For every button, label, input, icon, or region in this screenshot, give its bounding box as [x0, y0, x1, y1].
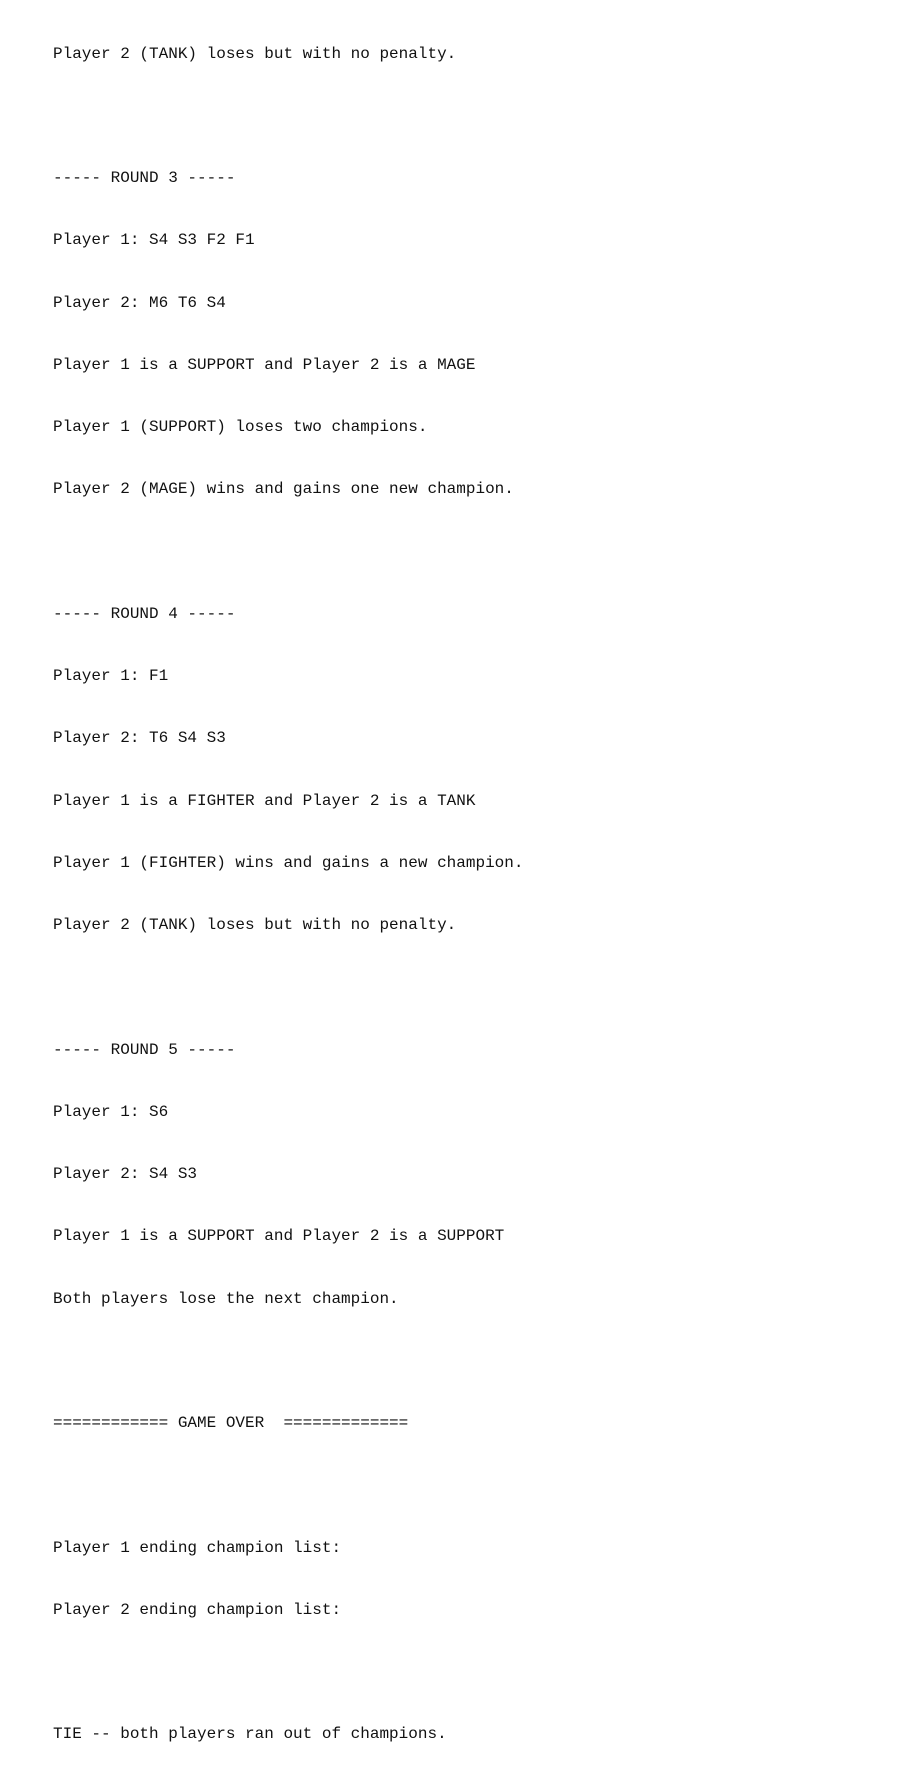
console-line: Player 1 (FIGHTER) wins and gains a new champion. — [53, 853, 524, 872]
round-header: ----- ROUND 3 ----- — [53, 169, 236, 187]
console-line: Player 1 is a FIGHTER and Player 2 is a TANK — [53, 791, 476, 810]
console-line: Player 2 (TANK) loses but with no penalty. — [53, 916, 457, 934]
console-line: Player 2: T6 S4 S3 — [53, 729, 226, 748]
console-line: Player 2 ending champion list: — [53, 1600, 342, 1619]
console-line: Player 2 (TANK) loses but with no penalty. — [53, 44, 457, 63]
console-line: Player 2: S4 S3 — [53, 1165, 198, 1183]
console-line: Player 1 (SUPPORT) loses two champions. — [53, 418, 428, 436]
result-line: TIE -- both players ran out of champions. — [53, 1725, 447, 1744]
round-header: ----- ROUND 4 ----- — [53, 604, 236, 623]
console-line: Player 1 ending champion list: — [53, 1538, 342, 1557]
console-line — [53, 106, 913, 127]
console-output — [53, 2, 913, 1766]
console-line: Player 1 is a SUPPORT and Player 2 is a MAGE — [53, 355, 476, 374]
console-line: Player 2 (MAGE) wins and gains one new champion. — [53, 480, 514, 499]
console-line — [53, 1351, 913, 1372]
console-line — [53, 542, 913, 563]
console-line: Player 2: M6 T6 S4 — [53, 293, 226, 312]
console-line: Player 1: S4 S3 F2 F1 — [53, 231, 255, 250]
round-header: ----- ROUND 5 ----- — [53, 1040, 236, 1059]
game-over-banner: ============ GAME OVER ============= — [53, 1414, 409, 1432]
console-line: Player 1 is a SUPPORT and Player 2 is a SUPPORT — [53, 1227, 505, 1246]
console-line — [53, 977, 913, 998]
console-line: Both players lose the next champion. — [53, 1289, 399, 1308]
console-line: Player 1: F1 — [53, 667, 169, 685]
console-line — [53, 1662, 913, 1683]
console-line — [53, 1475, 913, 1496]
console-line: Player 1: S6 — [53, 1102, 169, 1121]
